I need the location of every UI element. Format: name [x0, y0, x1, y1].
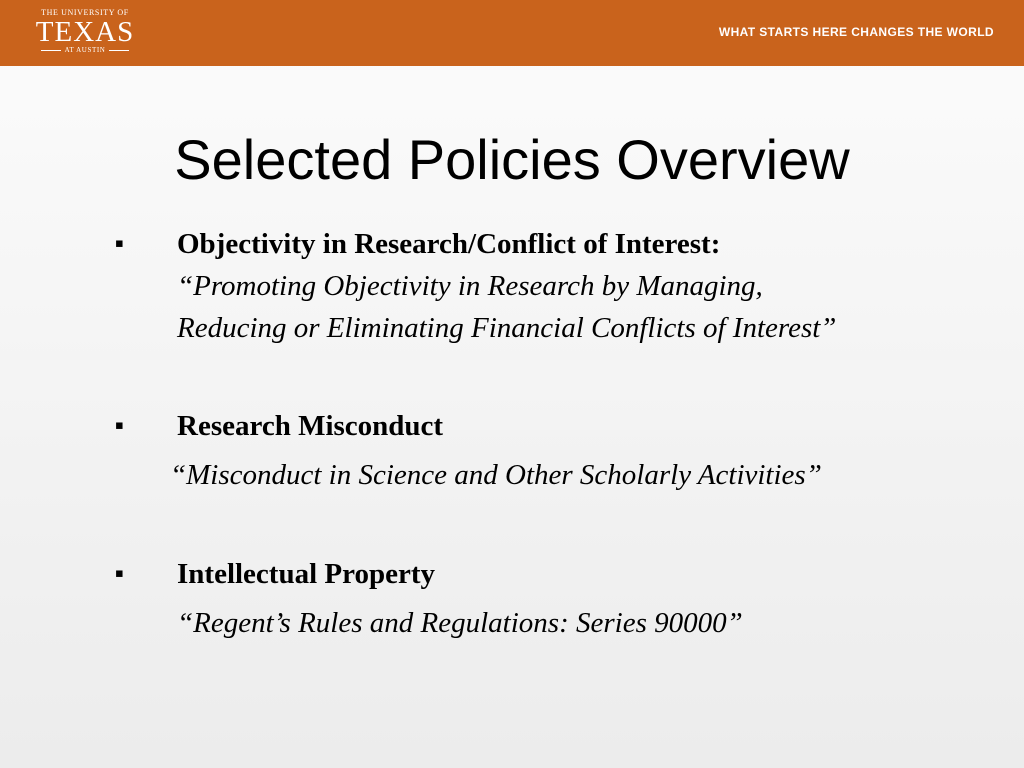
policy-quote-line: “Regent’s Rules and Regulations: Series 90000”: [177, 607, 743, 639]
policy-quote-line: “Promoting Objectivity in Research by Managing,: [177, 270, 763, 302]
header-bar: [0, 0, 1024, 66]
policy-heading-research-misconduct: Research Misconduct: [177, 410, 444, 442]
policy-heading-intellectual-property: Intellectual Property: [177, 558, 435, 590]
logo-bottom-text: AT AUSTIN: [64, 46, 106, 54]
bullet-marker: ▪: [115, 566, 124, 581]
logo-top-line: THE UNIVERSITY OF: [41, 8, 129, 17]
policy-quote-line: “Misconduct in Science and Other Scholarly Activities”: [170, 459, 822, 491]
policy-quote-line: Reducing or Eliminating Financial Conflicts of Interest”: [177, 312, 837, 344]
bullet-marker: ▪: [115, 418, 124, 433]
logo-left-rule: [41, 50, 61, 51]
logo-wordmark: TEXAS: [35, 16, 135, 48]
ut-austin-logo: [30, 8, 140, 55]
header-tagline: WHAT STARTS HERE CHANGES THE WORLD: [718, 25, 994, 39]
policy-heading-conflict-of-interest: Objectivity in Research/Conflict of Interest:: [177, 228, 721, 260]
logo-right-rule: [109, 50, 129, 51]
bullet-marker: ▪: [115, 236, 124, 251]
slide-title: Selected Policies Overview: [174, 128, 850, 191]
